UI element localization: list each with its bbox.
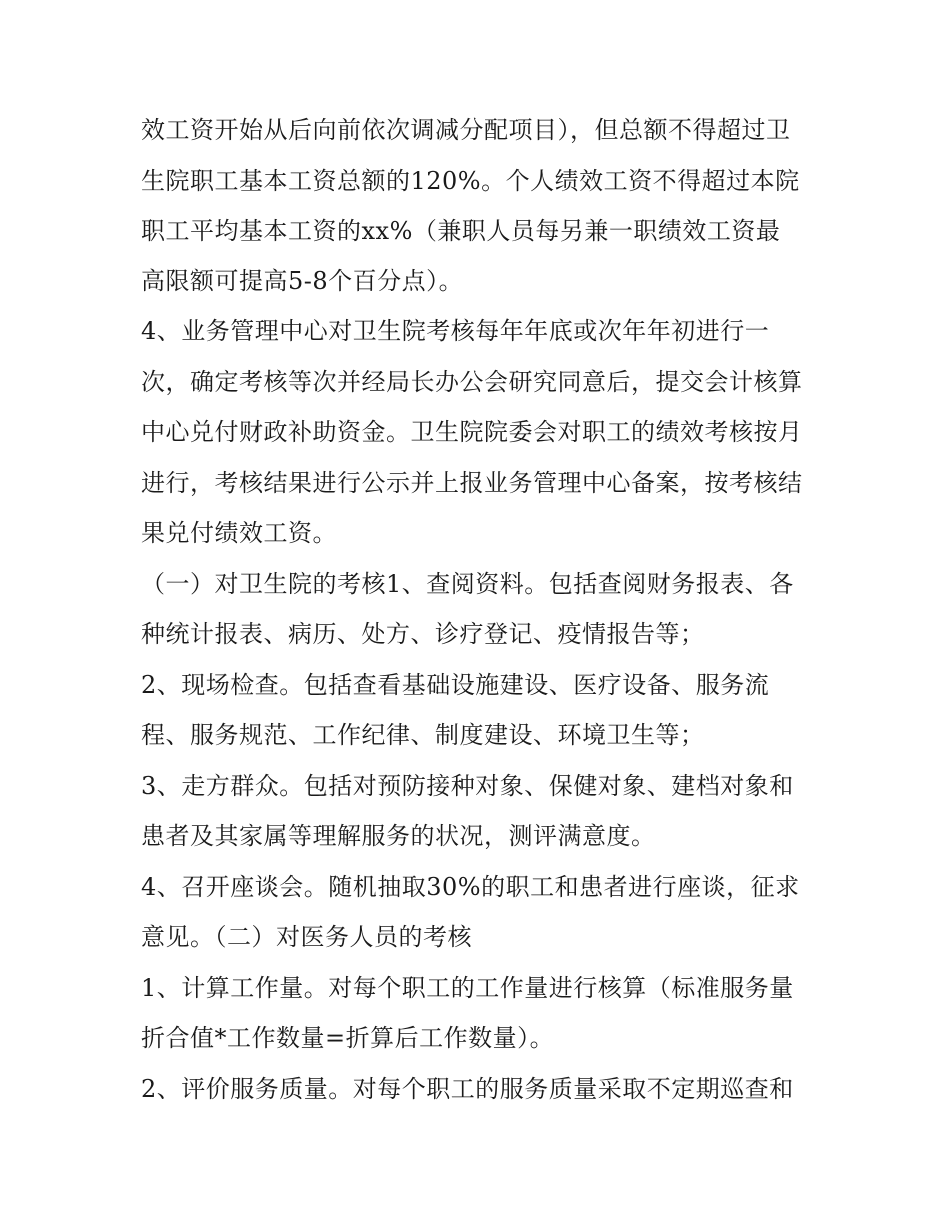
- text-line: 2、现场检查。包括查看基础设施建设、医疗设备、服务流: [141, 671, 770, 699]
- text-line: 2、评价服务质量。对每个职工的服务质量采取不定期巡查和: [141, 1075, 794, 1103]
- text-line: 果兑付绩效工资。: [141, 519, 337, 547]
- text-line: 中心兑付财政补助资金。卫生院院委会对职工的绩效考核按月: [141, 418, 803, 446]
- text-line: 折合值*工作数量=折算后工作数量）。: [141, 1024, 555, 1052]
- text-line: 1、计算工作量。对每个职工的工作量进行核算（标准服务量: [141, 974, 794, 1002]
- text-line: 4、召开座谈会。随机抽取30%的职工和患者进行座谈，征求: [141, 873, 800, 901]
- text-line: 患者及其家属等理解服务的状况，测评满意度。: [141, 822, 656, 850]
- text-line: 生院职工基本工资总额的120%。个人绩效工资不得超过本院: [141, 167, 800, 195]
- text-line: 职工平均基本工资的xx%（兼职人员每另兼一职绩效工资最: [141, 217, 781, 245]
- text-line: 程、服务规范、工作纪律、制度建设、环境卫生等；: [141, 721, 705, 749]
- text-line: 高限额可提高5-8个百分点）。: [141, 267, 464, 295]
- text-line: 效工资开始从后向前依次调减分配项目），但总额不得超过卫: [141, 116, 791, 144]
- text-line: 4、业务管理中心对卫生院考核每年年底或次年年初进行一: [141, 317, 770, 345]
- text-line: 意见。（二）对医务人员的考核: [141, 923, 472, 951]
- text-line: （一）对卫生院的考核1、查阅资料。包括查阅财务报表、各: [141, 570, 794, 598]
- text-line: 进行，考核结果进行公示并上报业务管理中心备案，按考核结: [141, 469, 803, 497]
- text-line: 种统计报表、病历、处方、诊疗登记、疫情报告等；: [141, 620, 705, 648]
- text-line: 次，确定考核等次并经局长办公会研究同意后，提交会计核算: [141, 368, 803, 396]
- text-line: 3、走方群众。包括对预防接种对象、保健对象、建档对象和: [141, 772, 794, 800]
